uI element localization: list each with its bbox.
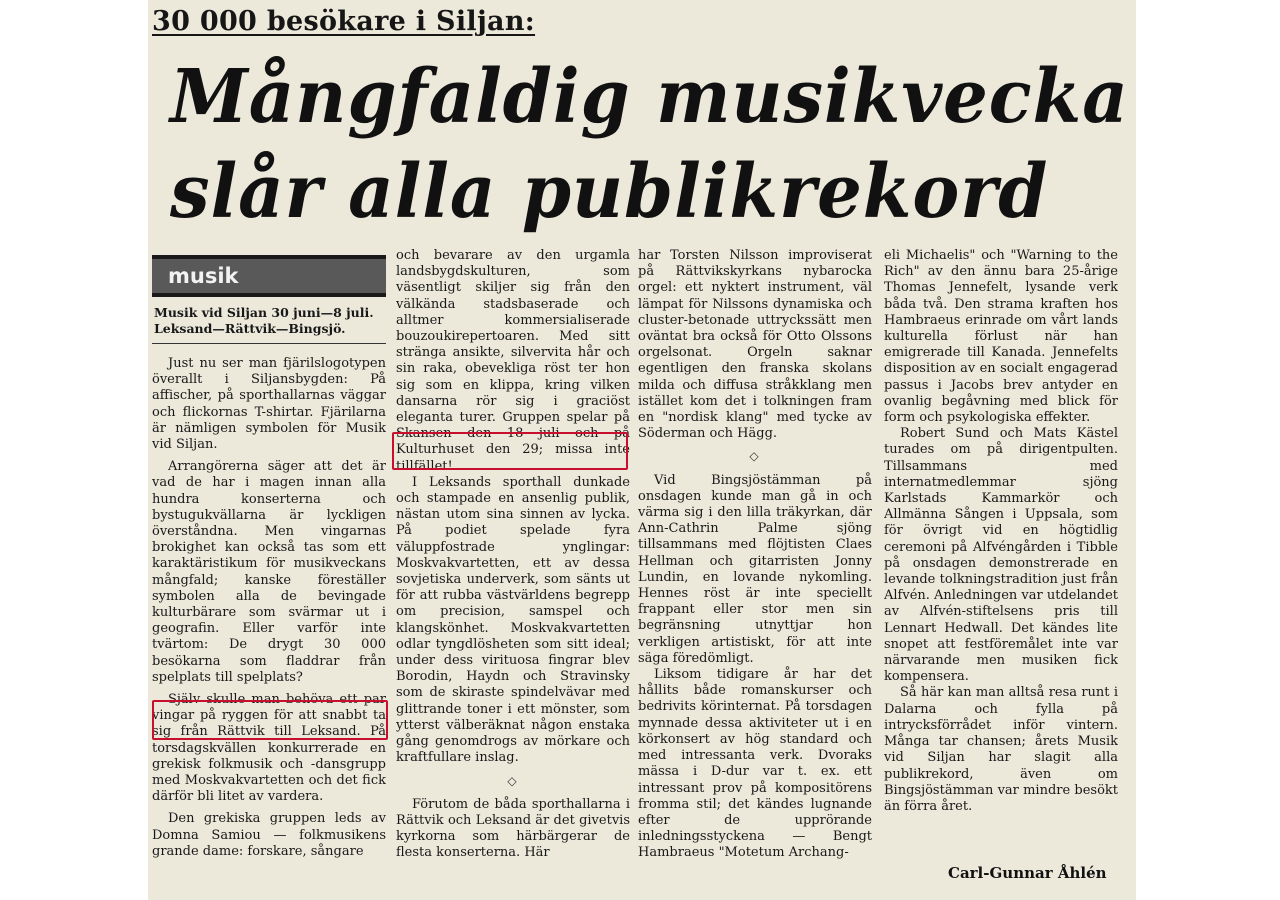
paragraph: Så här kan man alltså resa runt i Dalarna och fylla på intrycksförrådet inför vintern. Många tar chansen; årets Musik vid Siljan har slagit alla publikrekord, även om Bingsjöstämman var mindre besökt än förra året. [884,685,1118,814]
section-label: musik [152,255,386,297]
dek-line-2: Leksand—Rättvik—Bingsjö. [154,321,346,336]
diamond-ornament: ◇ [507,773,519,788]
dek-line-1: Musik vid Siljan 30 juni—8 juli. [154,305,374,320]
column-3 [638,248,872,888]
diamond-ornament: ◇ [749,449,761,464]
paragraph: och bevarare av den urgamla landsbygdskulturen, som väsentligt skiljer sig från den välkända stadsbaserade och alltmer kommersialiserade bouzoukirepertoaren. Med sitt stränga ansikte, silvervita hår och sin raka, obevekliga röst ter hon sig som en klippa, kring vilken dansarna rör sig i graciöst eleganta turer. Gruppen spelar på Skansen den 18 juli och på Kulturhuset den 29; missa inte tillfället! [396,248,630,474]
paragraph: Arrangörerna säger att det är vad de har i magen innan alla hundra konserterna och bystugukvällarna är lyckligen överståndna. Men vingarnas brokighet kan också tas som ett karaktäristikum för musikveckans mångfald; kanske föreställer symbolen alla de bevingade kulturbärare som svärmar ut i geografin. Eller varför inte tvärtom: De drygt 30 000 besökarna som fladdrar från spelplats till spelplats? [152,459,386,685]
kicker: 30 000 besökare i Siljan: [152,6,536,37]
column-1 [152,255,386,895]
column-2 [396,248,630,888]
paragraph: Just nu ser man fjärilslogotypen överallt i Siljansbygden: På affischer, på sporthallarnas väggar och flickornas T-shirtar. Fjärilarna är nämligen symbolen för Musik vid Siljan. [152,356,386,453]
paragraph: Den grekiska gruppen leds av Domna Samiou — folkmusikens grande dame: forskare, sångare [152,811,386,859]
highlight-mark-col1 [152,700,388,740]
byline: Carl-Gunnar Åhlén [948,864,1107,882]
paragraph: Förutom de båda sporthallarna i Rättvik och Leksand är det givetvis kyrkorna som härbärgerar de flesta konserterna. Här [396,796,630,861]
highlight-mark-col2 [392,432,628,470]
newspaper-clipping [148,0,1136,900]
paragraph: Robert Sund och Mats Kästel turades om på dirigentpulten. Tillsammans med internatmedlemmar sjöng Karlstads Kammarkör och Allmänna Sången i Uppsala, som för övrigt vid en högtidlig ceremoni på Alfvéngården i Tibble på onsdagen demonstrerade en levande tolkningstradition just från Alfvén. Anledningen var utdelandet av Alfvén-stiftelsens pris till Lennart Hedwall. Det kändes lite snopet att festföremålet inte var närvarande men musiken fick kompensera. [884,426,1118,685]
paragraph: Vid Bingsjöstämman på onsdagen kunde man gå in och värma sig i den lilla träkyrkan, där Ann-Cathrin Palme sjöng tillsammans med flöjtisten Claes Hellman och gitarristen Jonny Lundin, en lovande nykomling. Hennes röst är inte speciellt frappant eller stor men sin begränsning utnyttjar hon verkligen artistiskt, för att inte säga föredömligt. [638,472,872,666]
paragraph: Liksom tidigare år har det hållits både romanskurser och bedrivits körinternat. På torsdagen mynnade dessa aktiviteter ut i en körkonsert av hög standard och med intressanta verk. Dvoraks mässa i D-dur var t. ex. ett intressant prov på kompositörens fromma stil; det kändes lugnande efter de upprörande inledningsstyckena — Bengt Hambraeus "Motetum Archang- [638,667,872,861]
paragraph: Själv skulle man behöva ett par vingar på ryggen för att snabbt ta sig från Rättvik till Leksand. På torsdagskvällen konkurrerade en grekisk folkmusik och -dansgrupp med Moskvakvartetten och det fick därför bli litet av vardera. [152,692,386,805]
column-4 [884,248,1118,888]
dek [154,305,386,337]
headline-line-1: Mångfaldig musikvecka [170,54,1129,140]
divider [152,343,386,344]
paragraph: eli Michaelis" och "Warning to the Rich" av den ännu bara 25-årige Thomas Jennefelt, lysande verk båda två. Den strama kraften hos Hambraeus erinrade om vårt lands kulturella förlust när han emigrerade till Kanada. Jennefelts disposition av en socialt engagerad passus i Jacobs brev antyder en ovanlig begåvning med blick för form och psykologiska effekter. [884,248,1118,426]
paragraph: har Torsten Nilsson improviserat på Rättvikskyrkans nybarocka orgel: ett nyktert instrument, väl lämpat för Nilssons dynamiska och cluster-betonade uttryckssätt men oväntat bra också för Otto Olssons orgelsonat. Orgeln saknar egentligen den franska skolans milda och diffusa stråkklang men istället kom det i tolkningen fram en "nordisk klang" med tycke av Söderman och Hägg. [638,248,872,442]
headline-line-2: slår alla publikrekord [170,149,1049,235]
paragraph: I Leksands sporthall dunkade och stampade en ansenlig publik, nästan utom sina sinnen av lycka. På podiet spelade fyra väluppfostrade ynglingar: Moskvakvartetten, ett av dessa sovjetiska underverk, som sänts ut för att rubba västvärldens begrepp om precision, samspel och klangskönhet. Moskvakvartetten odlar tyngdlösheten som sitt ideal; under dess virituosa fingrar blev Borodin, Haydn och Stravinsky som de skiraste spindelvävar med glittrande toner i ett mönster, som ytterst välberäknat någon enstaka gång genomdrogs av mörkare och kraftfullare inslag. [396,474,630,766]
